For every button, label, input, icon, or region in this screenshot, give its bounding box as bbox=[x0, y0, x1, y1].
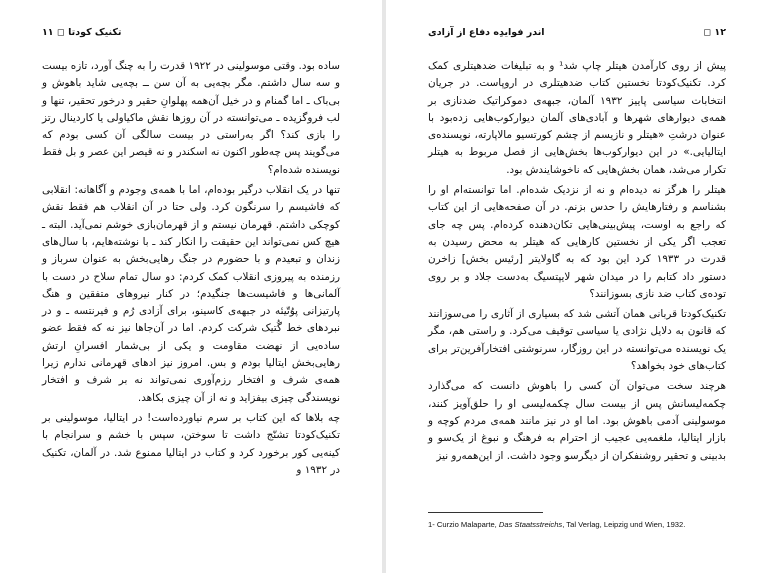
left-page-header bbox=[42, 25, 340, 39]
paragraph: ساده بود. وقتی موسولینی در ۱۹۲۲ قدرت را به چنگ آورد، تازه بیست و سه سال داشتم. مگر بچه‌یی به آن سن ــ بچه‌یی شاید باهوش و بی‌باک ـ اما گمنام و در خیل آن‌همه پهلوانِ حقیر و درخور تحقیر، تنها و لب فروگزیده ـ می‌توانسته در آن روزها نقش ماکیاولی یا کاردینال رتز را بازی کند؟ اگر به‌راستی در بیست سالگی آن کسی بودم که می‌گویند پس چه‌طور اکنون نه اسکندر و نه قیصر این عصر و بل فقط نویسنده شده‌ام؟ bbox=[41, 60, 340, 176]
paragraph: تکنیک‌کودتا قربانی همان آتشی شد که بسیاری از آثاری را می‌سوزانند که قانون به دلایل نژادی یا سیاسی توقیف می‌کرد. و راستی هم، مگر یک نویسنده می‌توانسته در این روزگار، سرنوشتی افتخارآفرین‌تر برای کتاب‌های خود بخواهد؟ bbox=[428, 308, 726, 373]
paragraph: تنها در یک انقلاب درگیر بوده‌ام، اما با همه‌ی وجودم و آگاهانه: انقلابی که فاشیسم را سرنگون کرد. ولی حتا در آن انقلاب هم فقط نقش کوچکی داشتم. قهرمان نیستم و از قهرمان‌بازی خوشم نمی‌آید. البته ـ هیچ کس نمی‌تواند این حقیقت را انکار کند ـ با نوشته‌هایم، با سال‌های زندان و تبعیدم و با حضورم در جنگ رهایی‌بخش به عنوان سرباز و رزمنده به پیروزی انقلاب کمک کردم: دو سال تمام سلاح در دست با آلمانی‌ها و فاشیست‌ها جنگیدم؛ در کنار نیروهای متفقین و هنگ پارتیزانی پوُتّیئه در جبهه‌ی کاسینو، برای آزادی رُم و فیرنتسه ـ و در نبردهای خط گُتیک شرکت کردم. اما در آن‌جاها نیز نه که فقط عضو ساده‌یی از نهضت مقاومت و یکی از بی‌شمار افسرانِ ارتش رهایی‌بخش ایتالیا بودم و بس. امروز نیز ادهای قهرمانی ندارم زیرا همه‌ی شرف و افتخار رزم‌آوری نمی‌تواند نه بر شرف و افتخار نویسندگی چیزی بیفزاید و نه از آن چیزی بکاهد. bbox=[42, 184, 340, 404]
right-page bbox=[386, 0, 768, 573]
footnote bbox=[428, 520, 734, 529]
left-page-body bbox=[42, 58, 340, 482]
footnote-prefix: 1- Curzio Malaparte, bbox=[428, 520, 499, 529]
paragraph: هرچند سخت می‌توان آن کسی را باهوش دانست که می‌گذارد چکمه‌لیسانش پس از بیست سال چکمه‌لیسی او را حلق‌آویز کنند، موسولینی آدمی باهوش بود. اما او در نیز مانند همه‌ی مردم کوچه و بازار ایتالیا، ملغمه‌یی عجیب از احترام به فرهنگ و نبوغ از یک‌سو و بدبینی و تحقیر روشنفکران از دیگرسو وجود داشت. از این‌همه‌رو نیز bbox=[428, 380, 726, 462]
left-page bbox=[0, 0, 382, 573]
page-number: تکنیک کودتا ◻ ۱۱ bbox=[42, 26, 122, 38]
paragraph: چه بلاها که این کتاب بر سرم نیاورده‌است! در ایتالیا، موسولینی بر تکنیک‌کودتا تشنّج داشت تا سوختن، سپس با خشم و سرانجام با کینه‌یی کور برخورد کرد و کتاب در ایتالیا ممنوع شد. در آلمان، تکنیک در ۱۹۳۲ و bbox=[42, 411, 340, 476]
right-page-body bbox=[428, 58, 726, 468]
running-title: اندر فوایدِه دفاع از آزادی bbox=[428, 26, 545, 38]
paragraph: هیتلر را هرگز نه دیده‌ام و نه از نزدیک شده‌ام. اما توانسته‌ام او را بشناسم و رفتارهایش را حدس بزنم. در آن صفحه‌هایی از این کتاب که راجع به اوست، پیش‌بینی‌هایی تکان‌دهنده کرده‌ام. پس چه جای تعجب اگر یکی از نخستین کارهایی که هیتلر به محض رسیدن به قدرت در ۱۹۳۳ کرد این بود که به گاولایتر [رئیس بخش] زاخرن دستور داد کتابم را در میدان شهر لایپتسیگ به‌دست جلاد و بر روی توده‌ی کتاب ضد نازی بسوزانند؟ bbox=[428, 184, 726, 300]
page-number: ۱۲ ◻ bbox=[703, 26, 726, 38]
footnote-suffix: , Tal Verlag, Leipzig und Wien, 1932. bbox=[562, 520, 686, 529]
right-page-header bbox=[428, 25, 726, 39]
footnote-divider bbox=[428, 512, 543, 513]
footnote-book-title: Das Staatsstreichs bbox=[498, 520, 563, 529]
paragraph: پیش از روی کارآمدن هیتلر چاپ شد¹ و به تبلیغات ضدهیتلری کمک کرد. تکنیک‌کودتا نخستین کتاب ضدهیتلری در اروپاست. در جریان انتخابات سیاسی پاییز ۱۹۳۲ آلمان، جبهه‌ی دموکراتیک ضدنازی بر همه‌ی دیوارهای شهرها و آبادی‌های آلمان دیوارکوب‌هایی زده‌بود با عنوان درشتِ «هیتلر و نازیسم از چشم کورتسیو مالاپارته، نویسنده‌ی ایتالیایی.» در این دیوارکوب‌ها بخش‌هایی از فصل مربوط به هیتلر تکرار می‌شد، همان بخش‌هایی که ناخوشایندش بود. bbox=[428, 60, 726, 176]
